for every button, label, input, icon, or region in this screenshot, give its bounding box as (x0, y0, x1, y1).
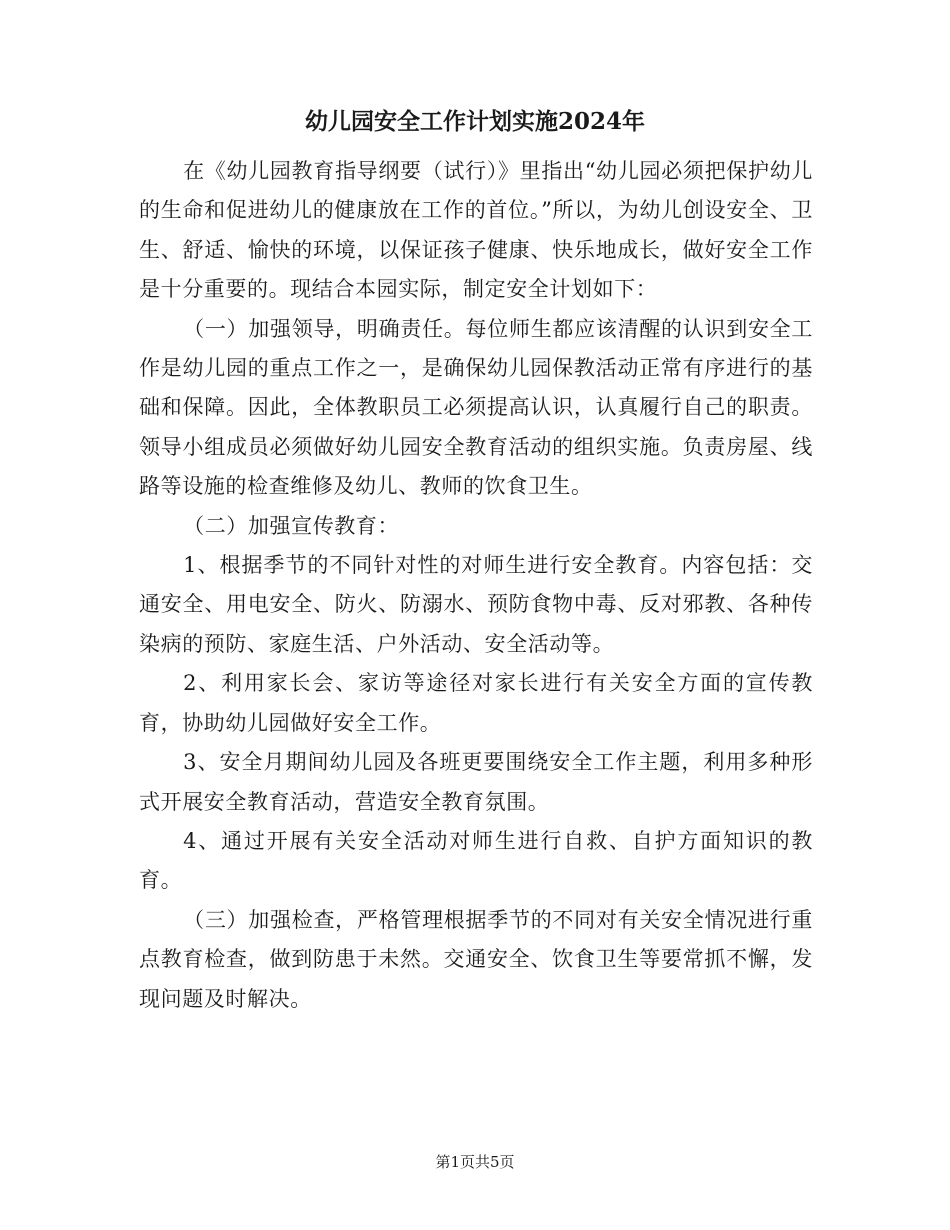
paragraph-item-3: 3、安全月期间幼儿园及各班更要围绕安全工作主题，利用多种形式开展安全教育活动，营造安全教育氛围。 (139, 750, 813, 814)
paragraph-item-1: 1、根据季节的不同针对性的对师生进行安全教育。内容包括：交通安全、用电安全、防火、防溺水、预防食物中毒、反对邪教、各种传染病的预防、家庭生活、户外活动、安全活动等。 (139, 553, 813, 656)
paragraph-item-4: 4、通过开展有关安全活动对师生进行自救、自护方面知识的教育。 (139, 828, 813, 893)
page-number-footer: 第1页共5页 (435, 1153, 515, 1171)
paragraph-section-2-heading: （二）加强宣传教育： (183, 513, 400, 538)
paragraph-section-1: （一）加强领导，明确责任。每位师生都应该清醒的认识到安全工作是幼儿园的重点工作之一，是确保幼儿园保教活动正常有序进行的基础和保障。因此，全体教职员工必须提高认识，认真履行自己的职责。领导小组成员必须做好幼儿园安全教育活动的组织实施。负责房屋、线路等设施的检查维修及幼儿、教师的饮食卫生。 (139, 316, 813, 499)
paragraph-section-3: （三）加强检查，严格管理根据季节的不同对有关安全情况进行重点教育检查，做到防患于未然。交通安全、饮食卫生等要常抓不懈，发现问题及时解决。 (139, 907, 813, 1011)
paragraph-item-2: 2、利用家长会、家访等途径对家长进行有关安全方面的宣传教育，协助幼儿园做好安全工作。 (139, 671, 813, 735)
document-body (139, 152, 813, 1019)
paragraph-intro: 在《幼儿园教育指导纲要（试行）》里指出“幼儿园必须把保护幼儿的生命和促进幼儿的健康放在工作的首位。”所以，为幼儿创设安全、卫生、舒适、愉快的环境，以保证孩子健康、快乐地成长，做好安全工作是十分重要的。现结合本园实际，制定安全计划如下： (139, 159, 813, 302)
document-title: 幼儿园安全工作计划实施2024年 (304, 108, 645, 135)
